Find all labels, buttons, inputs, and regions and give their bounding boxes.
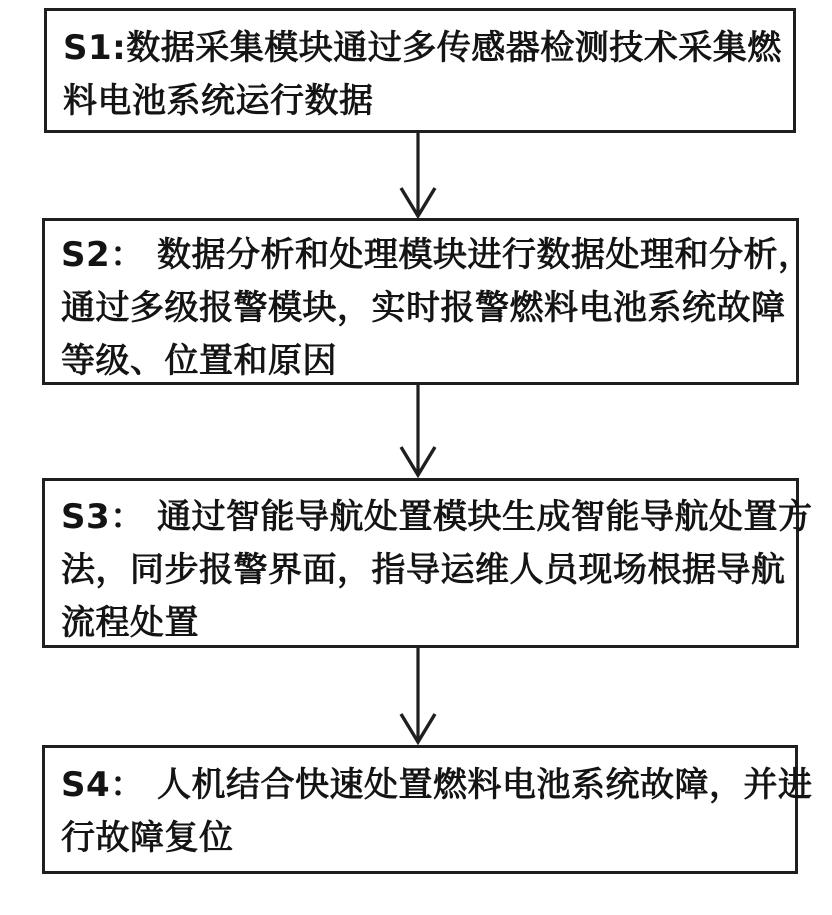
- step-s2-text-line-2: 通过多级报警模块，实时报警燃料电池系统故障: [61, 288, 786, 328]
- step-s4-text-line-2: 行故障复位: [61, 818, 234, 858]
- flowchart-step-s1: [44, 8, 796, 133]
- step-s3-text-line-2: 法，同步报警界面，指导运维人员现场根据导航: [61, 550, 786, 590]
- down-arrow-icon: [396, 133, 440, 219]
- flowchart-step-s2: [42, 218, 813, 385]
- down-arrow-icon: [396, 648, 440, 745]
- step-s1-text-line-2: 料电池系统运行数据: [63, 81, 374, 121]
- step-s2-text-line-3: 等级、位置和原因: [61, 341, 337, 381]
- flowchart-step-s3: [42, 478, 813, 648]
- step-s3-text-line-3: 流程处置: [61, 603, 199, 643]
- step-s1-text-line-1: S1:数据采集模块通过多传感器检测技术采集燃: [63, 28, 782, 68]
- flowchart-step-s4: [42, 745, 813, 874]
- step-s4-text-line-1: S4： 人机结合快速处置燃料电池系统故障，并进: [61, 765, 813, 805]
- step-s3-text-line-1: S3： 通过智能导航处置模块生成智能导航处置方: [61, 497, 813, 537]
- down-arrow-icon: [396, 385, 440, 478]
- step-s2-text-line-1: S2： 数据分析和处理模块进行数据处理和分析，: [61, 235, 813, 275]
